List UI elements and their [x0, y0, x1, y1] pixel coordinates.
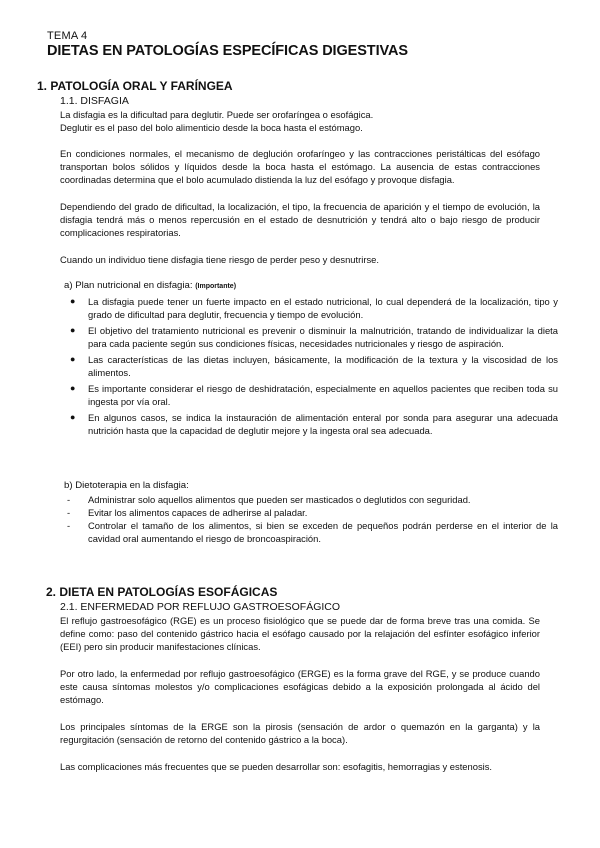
- bullet-icon: ●: [70, 325, 76, 335]
- section-2-heading: 2. DIETA EN PATOLOGÍAS ESOFÁGICAS: [46, 585, 278, 599]
- paragraph: Cuando un individuo tiene disfagia tiene riesgo de perder peso y desnutrirse.: [60, 254, 379, 265]
- bullet-icon: ●: [70, 383, 76, 393]
- important-tag: (Importante): [195, 283, 237, 290]
- paragraph: Deglutir es el paso del bolo alimenticio desde la boca hasta el estómago.: [60, 122, 363, 133]
- bullet-icon: ●: [70, 296, 76, 306]
- paragraph: Las complicaciones más frecuentes que se pueden desarrollar son: esofagitis, hemorragias y estenosis.: [60, 761, 493, 772]
- paragraph: El reflujo gastroesofágico (RGE) es un proceso fisiológico que se puede dar de forma breve tras una comida. Se define como: paso del contenido gástrico hacia el esófago causado por la relajación del esfínter esofágico inferior (EEI) pero sin producir manifestaciones clínicas.: [60, 615, 540, 652]
- list-item: ● En algunos casos, se indica la instauración de alimentación enteral por sonda para asegurar una adecuada nutrición hasta que la capacidad de deglutir mejore y la ingesta oral sea adecuada.: [70, 412, 558, 436]
- paragraph: Los principales síntomas de la ERGE son la pirosis (sensación de ardor o quemazón en la garganta) y la regurgitación (sensación de retorno del contenido gástrico a la boca).: [60, 721, 540, 745]
- list-item: - Administrar solo aquellos alimentos que pueden ser masticados o deglutidos con seguridad.: [67, 494, 471, 505]
- dietoterapia-list: [60, 493, 558, 545]
- list-item: ● Las características de las dietas incluyen, básicamente, la modificación de la textura y la viscosidad de los alimentos.: [70, 354, 558, 378]
- section-1-1-heading: 1.1. DISFAGIA: [60, 95, 129, 107]
- paragraph: La disfagia es la dificultad para deglutir. Puede ser orofaríngea o esofágica.: [60, 109, 374, 120]
- bullet-icon: ●: [70, 412, 76, 422]
- plan-nutricional-label: a) Plan nutricional en disfagia: (Importante): [64, 280, 237, 291]
- dash-icon: -: [67, 520, 71, 531]
- dietoterapia-label: b) Dietoterapia en la disfagia:: [64, 480, 189, 491]
- bullet-icon: ●: [70, 354, 76, 364]
- list-item: ● El objetivo del tratamiento nutricional es prevenir o disminuir la malnutrición, tratando de individualizar la dieta para cada paciente según sus condiciones físicas, necesidades nutricionales y riesgo de aspiración.: [70, 325, 558, 349]
- list-item: ● Es importante considerar el riesgo de deshidratación, especialmente en aquellos pacientes que reciben toda su ingesta por vía oral.: [70, 383, 558, 407]
- section-2-1-heading: 2.1. ENFERMEDAD POR REFLUJO GASTROESOFÁGICO: [60, 601, 341, 613]
- dash-icon: -: [67, 494, 71, 505]
- paragraph: Dependiendo del grado de dificultad, la localización, el tipo, la frecuencia de aparición y el tiempo de evolución, la disfagia tendrá más o menos repercusión en el estado de desnutrición y tendrá alto o bajo riesgo de producir complicaciones respiratorias.: [60, 201, 540, 238]
- paragraph: En condiciones normales, el mecanismo de deglución orofaríngeo y las contracciones peristálticas del esófago transportan bolos sólidos y líquidos desde la boca hasta el estómago. La ausencia de estas contracciones coordinadas determina que el bolo acumulado distienda la luz del esófago y provoque disfagia.: [60, 148, 540, 185]
- paragraph: Por otro lado, la enfermedad por reflujo gastroesofágico (ERGE) es la forma grave del RGE, y se produce cuando este causa síntomas molestos y/o complicaciones esofágicas debido a la exposición prolongada al ácido del estómago.: [60, 668, 540, 705]
- section-1-heading: 1. PATOLOGÍA ORAL Y FARÍNGEA: [37, 79, 233, 93]
- topic-number: TEMA 4: [47, 30, 88, 42]
- plan-bullet-list: [60, 295, 558, 440]
- list-item: - Controlar el tamaño de los alimentos, si bien se exceden de pequeños podrán perderse en el interior de la cavidad oral aumentando el riesgo de broncoaspiración.: [67, 520, 558, 544]
- dash-icon: -: [67, 507, 71, 518]
- list-item: - Evitar los alimentos capaces de adherirse al paladar.: [67, 507, 308, 518]
- document-title: DIETAS EN PATOLOGÍAS ESPECÍFICAS DIGESTIVAS: [47, 43, 408, 59]
- list-item: ● La disfagia puede tener un fuerte impacto en el estado nutricional, lo cual dependerá de la localización, tipo y grado de dificultad para deglutir, frecuencia y tiempo de evolución.: [70, 296, 558, 320]
